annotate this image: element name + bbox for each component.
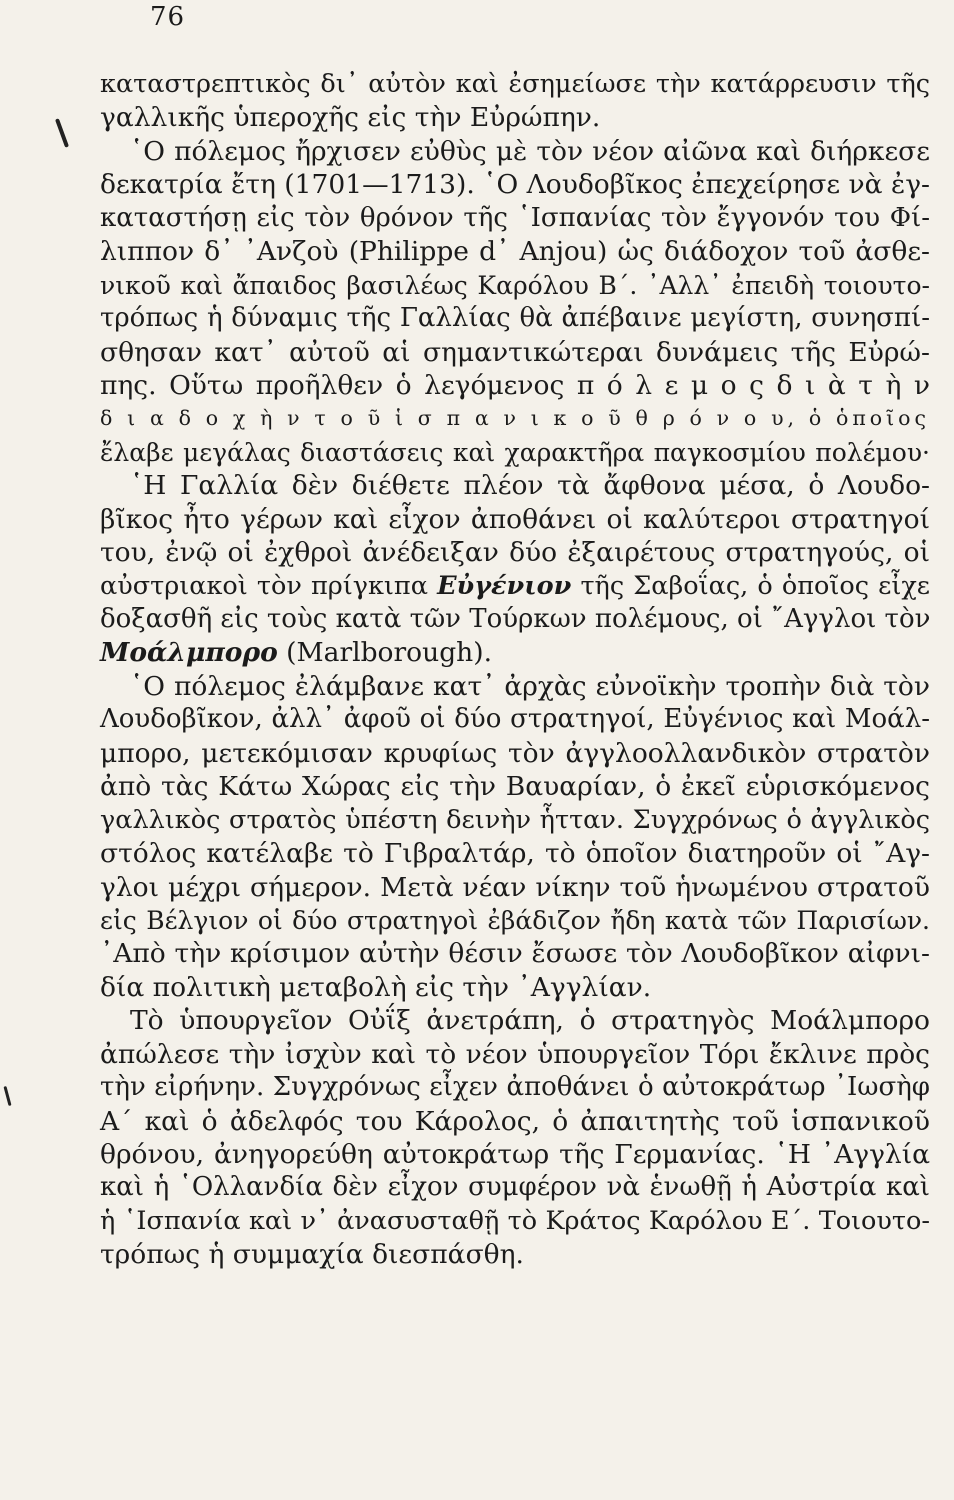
text-line: γαλλικῆς ὑπεροχῆς εἰς τὴν Εὐρώπην. bbox=[100, 102, 601, 134]
text-line: ἀπὸ τὰς Κάτω Χώρας εἰς τὴν Βαυαρίαν, ὁ ἐκεῖ εὑρισκόμενος bbox=[100, 771, 930, 803]
text-line bbox=[100, 636, 930, 669]
text-line: καὶ ἡ ῾Ολλανδία δὲν εἶχον συμφέρον νὰ ἑνωθῇ ἡ Αὐστρία καὶ bbox=[100, 1172, 930, 1203]
text-line: τρόπως ἡ συμμαχία διεσπάσθη. bbox=[100, 1239, 524, 1271]
text-line: ἀπώλεσε τὴν ἰσχὺν καὶ τὸ νέον ὑπουργεῖον Τόρι ἔκλινε πρὸς bbox=[100, 1038, 930, 1070]
text-line: καταστρεπτικὸς δι᾽ αὐτὸν καὶ ἐσημείωσε τὴν κατάρρευσιν τῆς bbox=[100, 69, 930, 99]
page-number: 76 bbox=[150, 2, 186, 32]
body-text bbox=[100, 68, 930, 1272]
text-line: νικοῦ καὶ ἄπαιδος βασιλέως Καρόλου Β΄. ᾽Αλλ᾽ ἐπειδὴ τοιουτο- bbox=[100, 270, 930, 300]
text-line: καταστήσῃ εἰς τὸν θρόνον τῆς ῾Ισπανίας τὸν ἔγγονόν του Φί- bbox=[100, 202, 930, 233]
text-line: σθησαν κατ᾽ αὐτοῦ αἱ σημαντικώτεραι δυνάμεις τῆς Εὐρώ- bbox=[100, 336, 930, 368]
text-line: Τὸ ὑπουργεῖον Οὐΐξ ἀνετράπη, ὁ στρατηγὸς Μοάλμπορο bbox=[130, 1005, 930, 1037]
text-line: θρόνου, ἀνηγορεύθη αὐτοκράτωρ τῆς Γερμανίας. ῾Η ᾽Αγγλία bbox=[100, 1139, 930, 1170]
text-line: δοξασθῆ εἰς τοὺς κατὰ τῶν Τούρκων πολέμους, οἱ ῎Αγγλοι τὸν bbox=[100, 604, 931, 634]
text-line: τὴν εἰρήνην. Συγχρόνως εἶχεν ἀποθάνει ὁ αὐτοκράτωρ ᾽Ιωσὴφ bbox=[100, 1072, 930, 1103]
text-segment: τῆς Σαβοΐας, ὁ ὁποῖος εἶχε bbox=[571, 570, 930, 601]
text-segment: (Marlborough). bbox=[277, 637, 492, 669]
text-line: ῾Η Γαλλία δὲν διέθετε πλέον τὰ ἄφθονα μέσα, ὁ Λουδο- bbox=[130, 470, 930, 502]
text-line: λιππον δ᾽ ᾽Ανζοὺ (Philippe d᾽ Anjou) ὡς διάδοχον τοῦ ἀσθε- bbox=[100, 236, 930, 268]
text-line: εἰς Βέλγιον οἱ δύο στρατηγοὶ ἐβάδιζον ἤδη κατὰ τῶν Παρισίων. bbox=[100, 905, 930, 935]
text-line bbox=[100, 570, 930, 603]
text-line: γλοι μέχρι σήμερον. Μετὰ νέαν νίκην τοῦ ἡνωμένου στρατοῦ bbox=[100, 871, 930, 903]
text-line: πης. Οὕτω προῆλθεν ὁ λεγόμενος π ό λ ε μ ο ς δ ι ὰ τ ὴ ν bbox=[100, 369, 930, 401]
emphasized-name: Εὐγένιον bbox=[437, 570, 572, 601]
margin-mark bbox=[3, 1086, 11, 1106]
margin-mark bbox=[55, 118, 69, 148]
text-line: στόλος κατέλαβε τὸ Γιβραλτάρ, τὸ ὁποῖον διατηροῦν οἱ ῎Αγ- bbox=[100, 838, 930, 870]
text-line: ἡ ῾Ισπανία καὶ ν᾽ ἀνασυσταθῇ τὸ Κράτος Καρόλου Ε΄. Τοιουτο- bbox=[100, 1205, 930, 1236]
emphasized-name: Μοάλμπορο bbox=[100, 637, 278, 669]
text-line: βῖκος ἦτο γέρων καὶ εἶχον ἀποθάνει οἱ καλύτεροι στρατηγοί bbox=[100, 503, 930, 535]
text-line: τρόπως ἡ δύναμις τῆς Γαλλίας θὰ ἀπέβαινε μεγίστη, συνησπί- bbox=[100, 303, 930, 334]
text-line: Α΄ καὶ ὁ ἀδελφός του Κάρολος, ὁ ἀπαιτητὴς τοῦ ἱσπανικοῦ bbox=[100, 1105, 930, 1137]
text-line: του, ἐνῷ οἱ ἐχθροὶ ἀνέδειξαν δύο ἐξαιρέτους στρατηγούς, οἱ bbox=[100, 537, 930, 569]
text-line: γαλλικὸς στρατὸς ὑπέστη δεινὴν ἧτταν. Συγχρόνως ὁ ἀγγλικὸς bbox=[100, 804, 930, 835]
text-line: Λουδοβῖκον, ἀλλ᾽ ἀφοῦ οἱ δύο στρατηγοί, Εὐγένιος καὶ Μοάλ- bbox=[100, 704, 930, 735]
text-segment: αὐστριακοὶ τὸν πρίγκιπα bbox=[100, 570, 438, 601]
text-line: ῾Ο πόλεμος ἐλάμβανε κατ᾽ ἀρχὰς εὐνοϊκὴν τροπὴν διὰ τὸν bbox=[130, 670, 930, 702]
text-line: δία πολιτικὴ μεταβολὴ εἰς τὴν ᾽Αγγλίαν. bbox=[100, 971, 652, 1003]
text-line: δ ι α δ ο χ ὴ ν τ ο ῦ ἱ σ π α ν ι κ ο ῦ θ ρ ό ν ο υ, ὁ ὁποῖος bbox=[100, 406, 930, 431]
text-line: ᾽Απὸ τὴν κρίσιμον αὐτὴν θέσιν ἔσωσε τὸν Λουδοβῖκον αἰφνι- bbox=[100, 938, 930, 970]
text-line: ἔλαβε μεγάλας διαστάσεις καὶ χαρακτῆρα παγκοσμίου πολέμου· bbox=[100, 437, 930, 467]
text-line: δεκατρία ἔτη (1701—1713). ῾Ο Λουδοβῖκος ἐπεχείρησε νὰ ἐγ- bbox=[100, 169, 930, 201]
text-line: μπορο, μετεκόμισαν κρυφίως τὸν ἀγγλοολλανδικὸν στρατὸν bbox=[100, 737, 930, 769]
text-line: ῾Ο πόλεμος ἤρχισεν εὐθὺς μὲ τὸν νέον αἰῶνα καὶ διήρκεσε bbox=[130, 135, 930, 167]
